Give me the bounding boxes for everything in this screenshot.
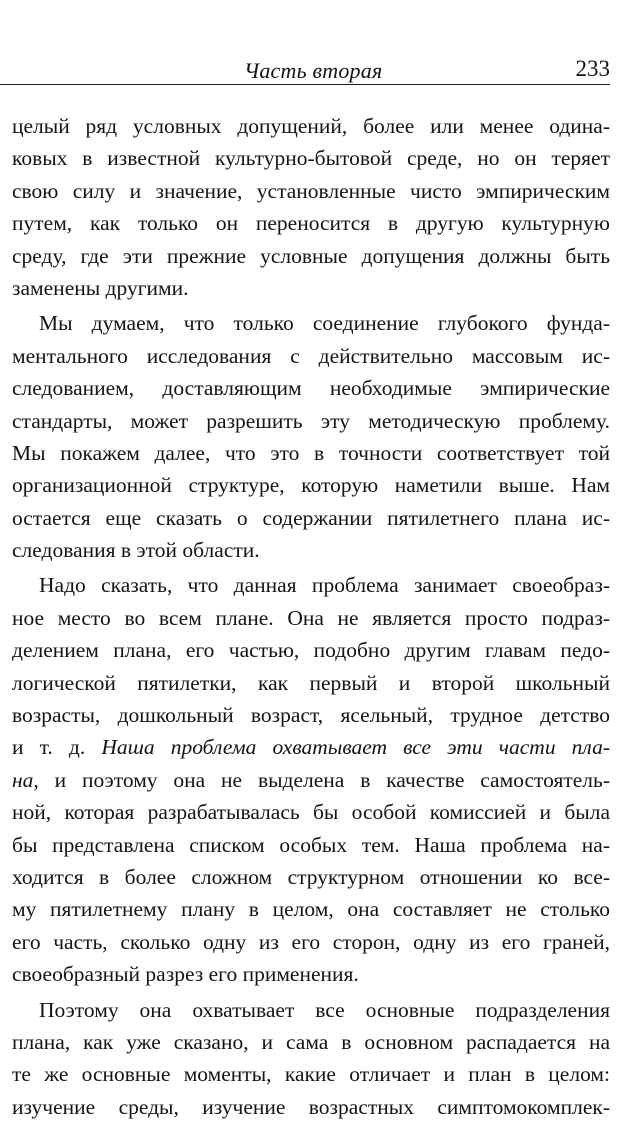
- text-line: следованием, доставляющим необходимые эмпирические: [12, 376, 610, 401]
- text-line: возрасты, дошкольный возраст, ясельный, трудное детство: [12, 703, 610, 728]
- text-line: плана, как уже сказано, и сама в основном распадается на: [12, 1029, 610, 1054]
- text-line: бы представлена списком особых тем. Наша проблема на-: [12, 832, 610, 857]
- text-line: изучение среды, изучение возрастных симптомокомплек-: [12, 1094, 610, 1119]
- emphasized-text: на: [12, 767, 34, 792]
- emphasized-text: Наша проблема охватывает все эти части пла-: [101, 735, 610, 760]
- text-line: Мы думаем, что только соединение глубокого фунда-: [39, 311, 610, 336]
- page-number: 233: [575, 56, 610, 81]
- text-line: Поэтому она охватывает все основные подразделения: [39, 997, 610, 1022]
- text-line: ментального исследования с действительно массовым ис-: [12, 343, 610, 368]
- section-title: Часть вторая: [244, 58, 383, 83]
- text-run: и т. д.: [12, 735, 102, 760]
- text-line: ковых в известной культурно-бытовой среде, но он теряет: [12, 146, 610, 171]
- running-header: [12, 56, 610, 84]
- text-run: , и поэтому она не выделена в качестве самостоятель-: [33, 767, 610, 792]
- text-line: его часть, сколько одну из его сторон, одну из его граней,: [12, 929, 610, 954]
- text-line: целый ряд условных допущений, более или менее одина-: [12, 114, 610, 138]
- text-line: среду, где эти прежние условные допущения должны быть: [12, 243, 610, 268]
- text-line: те же основные моменты, какие отличает и план в целом:: [12, 1062, 610, 1087]
- text-line: му пятилетнему плану в целом, она составляет не столько: [12, 897, 610, 922]
- header-rule: [0, 84, 610, 85]
- text-line: ходится в более сложном структурном отношении ко все-: [12, 864, 610, 889]
- text-line: Мы покажем далее, что это в точности соответствует той: [12, 440, 610, 465]
- paragraph-2: [12, 307, 610, 566]
- text-line: организационной структуре, которую наметили выше. Нам: [12, 473, 610, 498]
- text-line: своеобразный разрез его применения.: [12, 962, 359, 987]
- body-text: [12, 110, 610, 1123]
- text-line: логической пятилетки, как первый и второй школьный: [12, 670, 610, 695]
- text-line: остается еще сказать о содержании пятилетнего плана ис-: [12, 505, 610, 530]
- text-line-with-emphasis: [12, 731, 610, 763]
- text-line: заменены другими.: [12, 275, 189, 300]
- paragraph-1: [12, 110, 610, 304]
- text-line: ное место во всем плане. Она не является просто подраз-: [12, 605, 610, 630]
- text-line: ной, которая разрабатывалась бы особой комиссией и была: [12, 800, 610, 825]
- text-line-with-emphasis: [12, 764, 610, 796]
- text-line: Надо сказать, что данная проблема занимает своеобраз-: [39, 573, 610, 598]
- text-line: путем, как только он переносится в другую культурную: [12, 211, 610, 236]
- text-line: следования в этой области.: [12, 538, 260, 563]
- text-line: стандарты, может разрешить эту методическую проблему.: [12, 408, 610, 433]
- paragraph-4: [12, 994, 610, 1123]
- paragraph-3: [12, 569, 610, 990]
- text-line: делением плана, его частью, подобно другим главам педо-: [12, 638, 610, 663]
- text-line: свою силу и значение, установленные чисто эмпирическим: [12, 178, 610, 203]
